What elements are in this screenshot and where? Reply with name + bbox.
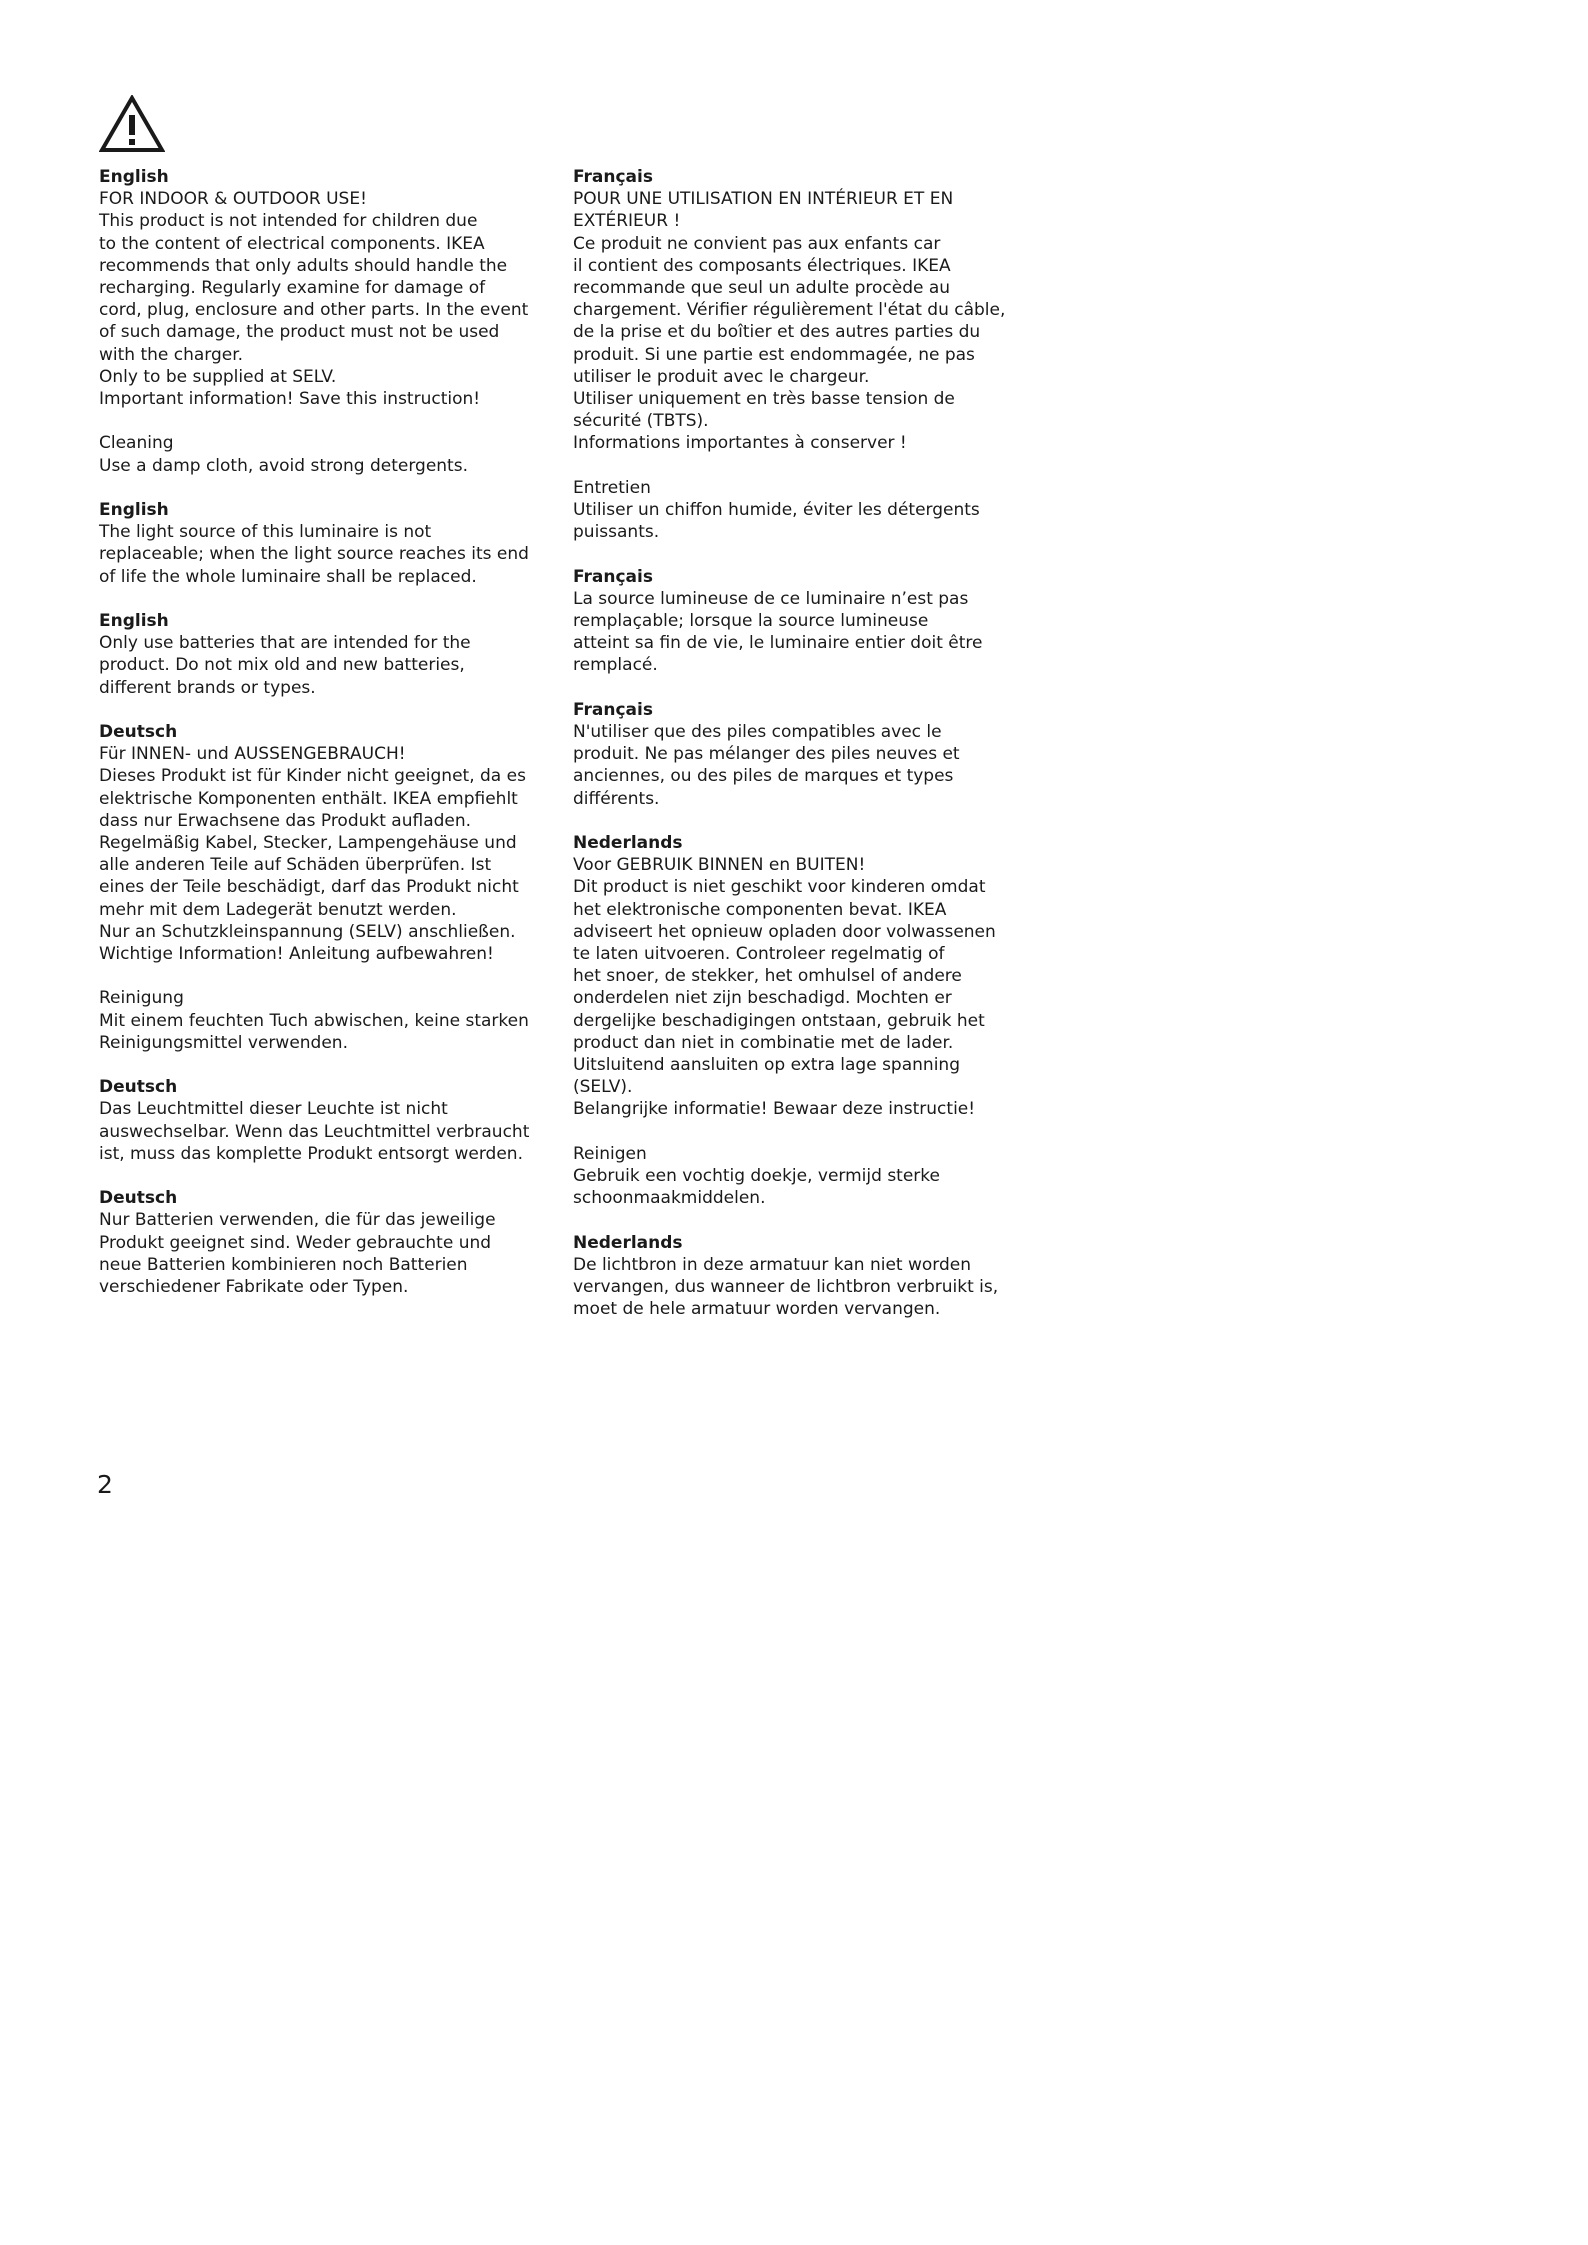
cleaning-text [99,432,549,476]
language-heading: Deutsch [99,1188,178,1209]
text-line: alle anderen Teile auf Schäden überprüfen. Ist [99,855,492,876]
text-line: auswechselbar. Wenn das Leuchtmittel verbraucht [99,1121,530,1142]
language-heading: Nederlands [573,1232,683,1253]
text-line: chargement. Vérifier régulièrement l'état du câble, [573,300,1006,321]
text-line: Reinigungsmittel verwenden. [99,1032,348,1053]
text-line: Mit einem feuchten Tuch abwischen, keine starken [99,1010,529,1031]
text-line: Ce produit ne convient pas aux enfants car [573,233,941,254]
section-english-light-source [99,499,549,588]
text-line: Dieses Produkt ist für Kinder nicht geeignet, da es [99,766,526,787]
section-francais-batteries [573,699,1023,810]
text-line: anciennes, ou des piles de marques et types [573,766,954,787]
text-line: Wichtige Information! Anleitung aufbewahren! [99,944,494,965]
text-line: Regelmäßig Kabel, Stecker, Lampengehäuse und [99,833,517,854]
section-nederlands-light-source [573,1232,1023,1321]
text-line: Nur an Schutzkleinspannung (SELV) anschließen. [99,921,516,942]
text-line: La source lumineuse de ce luminaire n’est pas [573,588,969,609]
cleaning-text [573,477,1023,544]
text-line: dass nur Erwachsene das Produkt aufladen. [99,810,472,831]
language-heading: Français [573,167,653,187]
section-nederlands-safety [573,832,1023,1209]
text-line: product. Do not mix old and new batteries, [99,655,465,676]
language-heading: Deutsch [99,1077,178,1098]
text-line: of such damage, the product must not be used [99,322,500,343]
text-line: Belangrijke informatie! Bewaar deze instructie! [573,1099,976,1120]
text-line: remplacé. [573,655,658,676]
text-line: Entretien [573,477,651,498]
text-line: elektrische Komponenten enthält. IKEA empfiehlt [99,788,518,809]
text-line: cord, plug, enclosure and other parts. In the event [99,300,529,321]
language-heading: Français [573,699,653,720]
text-line: Utiliser un chiffon humide, éviter les détergents [573,500,980,521]
text-line: remplaçable; lorsque la source lumineuse [573,611,929,632]
text-line: adviseert het opnieuw opladen door volwassenen [573,921,996,942]
language-heading: English [99,167,169,187]
safety-text [573,188,1023,454]
text-line: Only to be supplied at SELV. [99,366,337,387]
left-column [99,166,549,1320]
text-line: POUR UNE UTILISATION EN INTÉRIEUR ET EN [573,189,954,210]
text-line: Für INNEN- und AUSSENGEBRAUCH! [99,744,406,765]
text-line: replaceable; when the light source reaches its end [99,544,529,565]
text-line: moet de hele armatuur worden vervangen. [573,1299,941,1320]
section-deutsch-batteries [99,1187,549,1298]
language-heading: Nederlands [573,833,683,854]
text-line: schoonmaakmiddelen. [573,1188,766,1209]
text-line: Utiliser uniquement en très basse tension de [573,389,955,410]
text-line: neue Batterien kombinieren noch Batterien [99,1254,468,1275]
text-line: eines der Teile beschädigt, darf das Produkt nicht [99,877,519,898]
text-line: Dit product is niet geschikt voor kinderen omdat [573,877,986,898]
text-line: te laten uitvoeren. Controleer regelmatig of [573,944,945,965]
text-line: Das Leuchtmittel dieser Leuchte ist nicht [99,1099,448,1120]
right-column [573,166,1023,1343]
text-line: of life the whole luminaire shall be replaced. [99,566,477,587]
text-line: with the charger. [99,344,244,365]
text-line: Nur Batterien verwenden, die für das jeweilige [99,1210,496,1231]
text-line: utiliser le produit avec le chargeur. [573,366,870,387]
text-line: Reinigung [99,988,184,1009]
text-line: atteint sa fin de vie, le luminaire entier doit être [573,633,983,654]
warning-triangle-icon [99,95,165,153]
text-line: ist, muss das komplette Produkt entsorgt werden. [99,1143,523,1164]
language-heading: English [99,611,169,632]
safety-text [99,188,549,410]
safety-text [573,854,1023,1120]
text-line: dergelijke beschadigingen ontstaan, gebruik het [573,1010,985,1031]
text-line: FOR INDOOR & OUTDOOR USE! [99,189,367,210]
cleaning-text [99,987,549,1054]
text-line: N'utiliser que des piles compatibles avec le [573,722,942,743]
language-heading: English [99,500,169,521]
text-line: Only use batteries that are intended for the [99,633,471,654]
text-line: recommande que seul un adulte procède au [573,278,951,299]
text-line: Reinigen [573,1143,647,1164]
text-line: The light source of this luminaire is not [99,522,432,543]
section-francais-light-source [573,566,1023,677]
cleaning-text [573,1143,1023,1210]
text-line: Voor GEBRUIK BINNEN en BUITEN! [573,855,866,876]
text-line: Uitsluitend aansluiten op extra lage spanning [573,1055,960,1076]
text-line: Important information! Save this instruction! [99,389,481,410]
section-deutsch-light-source [99,1076,549,1165]
page-number: 2 [97,1470,113,1499]
text-line: Cleaning [99,433,174,454]
text-line: il contient des composants électriques. IKEA [573,255,951,276]
section-deutsch-safety [99,721,549,1054]
section-english-safety [99,166,549,477]
text-line: onderdelen niet zijn beschadigd. Mochten er [573,988,952,1009]
language-heading: Deutsch [99,722,178,743]
text-line: mehr mit dem Ladegerät benutzt werden. [99,899,457,920]
text-line: recharging. Regularly examine for damage of [99,278,486,299]
text-line: This product is not intended for children due [99,211,478,232]
text-line: EXTÉRIEUR ! [573,211,681,232]
text-line: différents. [573,788,660,809]
section-english-batteries [99,610,549,699]
text-line: De lichtbron in deze armatuur kan niet worden [573,1254,971,1275]
text-line: vervangen, dus wanneer de lichtbron verbruikt is, [573,1277,999,1298]
text-line: verschiedener Fabrikate oder Typen. [99,1277,409,1298]
text-line: Produkt geeignet sind. Weder gebrauchte und [99,1232,492,1253]
text-line: recommends that only adults should handle the [99,255,508,276]
section-francais-safety [573,166,1023,543]
text-line: produit. Si une partie est endommagée, ne pas [573,344,975,365]
text-line: de la prise et du boîtier et des autres parties du [573,322,981,343]
text-line: het snoer, de stekker, het omhulsel of andere [573,966,962,987]
text-line: product dan niet in combinatie met de lader. [573,1032,954,1053]
safety-text [99,743,549,965]
text-line: sécurité (TBTS). [573,411,709,432]
text-line: produit. Ne pas mélanger des piles neuves et [573,744,960,765]
text-line: Informations importantes à conserver ! [573,433,907,454]
text-line: Gebruik een vochtig doekje, vermijd sterke [573,1166,940,1187]
text-line: puissants. [573,522,660,543]
text-line: het elektronische componenten bevat. IKEA [573,899,947,920]
language-heading: Français [573,566,653,587]
text-line: Use a damp cloth, avoid strong detergents. [99,455,468,476]
text-line: (SELV). [573,1077,633,1098]
text-line: to the content of electrical components. IKEA [99,233,485,254]
text-line: different brands or types. [99,677,316,698]
